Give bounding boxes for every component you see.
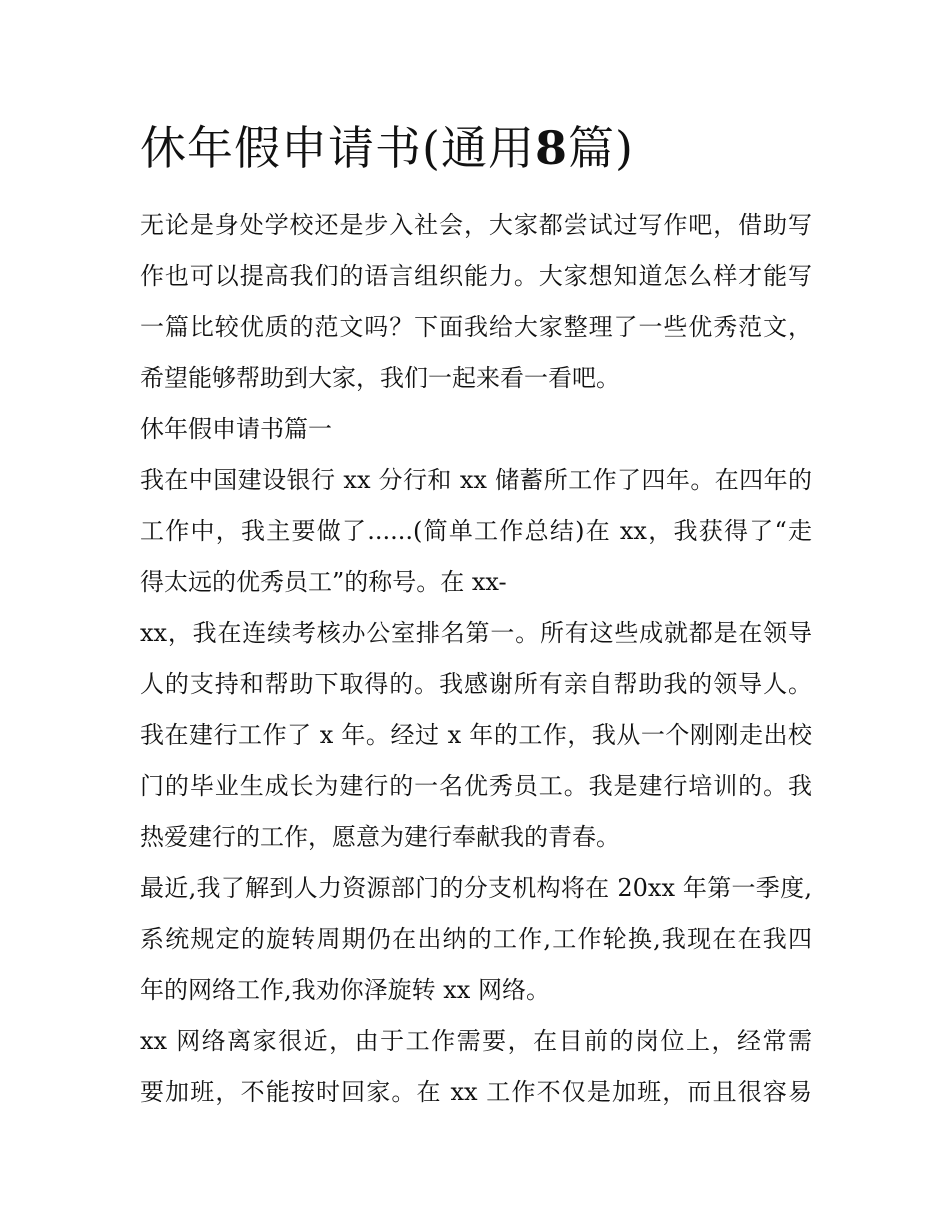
body-line: 一篇比较优质的范文吗？下面我给大家整理了一些优秀范文， <box>140 313 812 341</box>
body-line: 得太远的优秀员工”的称号。在 xx- <box>140 568 507 596</box>
body-line: 希望能够帮助到大家，我们一起来看一看吧。 <box>140 364 620 392</box>
body-line: 人的支持和帮助下取得的。我感谢所有亲自帮助我的领导人。 <box>140 670 812 698</box>
body-line: 要加班，不能按时回家。在 xx 工作不仅是加班，而且很容易 <box>140 1078 812 1106</box>
body-line: xx 网络离家很近，由于工作需要，在目前的岗位上，经常需 <box>140 1027 812 1055</box>
body-line: 我在建行工作了 x 年。经过 x 年的工作，我从一个刚刚走出校 <box>140 721 812 749</box>
body-line: 工作中，我主要做了......(简单工作总结)在 xx，我获得了“走 <box>140 517 812 545</box>
document-title <box>140 112 812 184</box>
body-line: 系统规定的旋转周期仍在出纳的工作,工作轮换,我现在在我四 <box>140 925 812 953</box>
document-body <box>140 200 812 1118</box>
body-line: xx，我在连续考核办公室排名第一。所有这些成就都是在领导 <box>140 619 812 647</box>
section-heading: 休年假申请书篇一 <box>140 415 332 443</box>
body-line: 热爱建行的工作，愿意为建行奉献我的青春。 <box>140 823 620 851</box>
body-line: 年的网络工作,我劝你泽旋转 xx 网络。 <box>140 976 550 1004</box>
title-text-part-1: 休年假申请书(通用 <box>140 121 535 175</box>
title-number: 8 <box>534 121 568 175</box>
body-line: 无论是身处学校还是步入社会，大家都尝试过写作吧，借助写 <box>140 211 812 239</box>
body-line: 最近,我了解到人力资源部门的分支机构将在 20xx 年第一季度, <box>140 874 812 902</box>
body-line: 我在中国建设银行 xx 分行和 xx 储蓄所工作了四年。在四年的 <box>140 466 812 494</box>
body-line: 门的毕业生成长为建行的一名优秀员工。我是建行培训的。我 <box>140 772 812 800</box>
title-text-part-2: 篇) <box>567 121 634 175</box>
document-page <box>140 112 812 1118</box>
body-line: 作也可以提高我们的语言组织能力。大家想知道怎么样才能写 <box>140 262 812 290</box>
